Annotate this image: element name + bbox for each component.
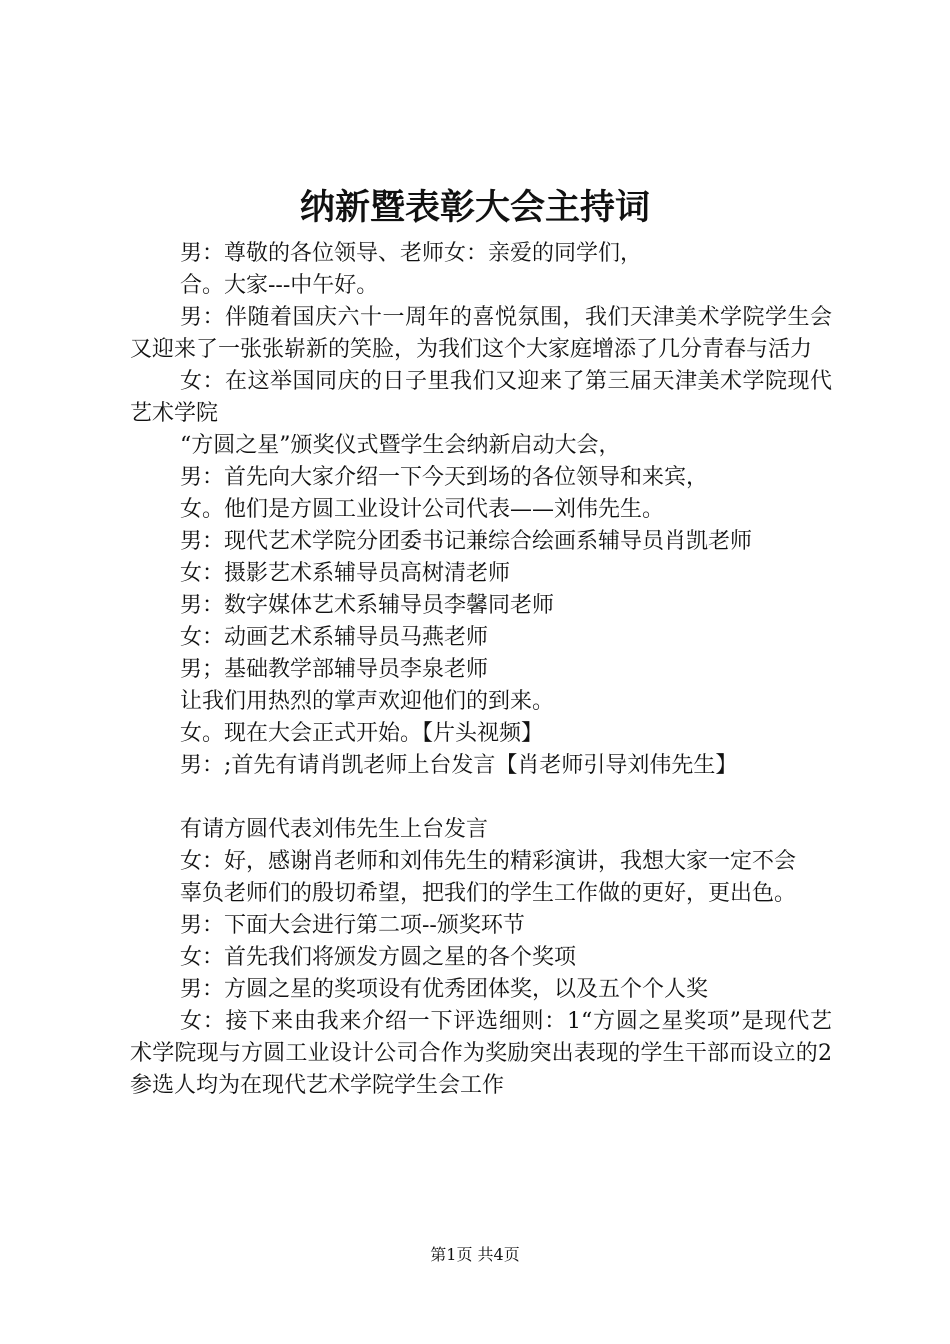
paragraph: 辜负老师们的殷切希望，把我们的学生工作做的更好，更出色。 — [180, 881, 797, 906]
paragraph: 女：摄影艺术系辅导员高树清老师 — [180, 561, 511, 586]
paragraph: 男：伴随着国庆六十一周年的喜悦氛围，我们天津美术学院学生会又迎来了一张张崭新的笑脸，为我们这个大家庭增添了几分青春与活力 — [130, 305, 832, 362]
paragraph: 有请方圆代表刘伟先生上台发言 — [180, 817, 489, 842]
paragraph: 男：;首先有请肖凯老师上台发言【肖老师引导刘伟先生】 — [180, 753, 738, 778]
blank-line — [130, 782, 832, 814]
paragraph: “方圆之星”颁奖仪式暨学生会纳新启动大会， — [180, 433, 621, 458]
paragraph: 男：下面大会进行第二项--颁奖环节 — [180, 913, 525, 938]
paragraph: 女：动画艺术系辅导员马燕老师 — [180, 625, 489, 650]
paragraph: 女：首先我们将颁发方圆之星的各个奖项 — [180, 945, 577, 970]
page-title: 纳新暨表彰大会主持词 — [299, 187, 650, 228]
paragraph: 男；基础教学部辅导员李泉老师 — [180, 657, 489, 682]
page-number-footer: 第1页 共4页 — [430, 1245, 520, 1264]
paragraph: 男：现代艺术学院分团委书记兼综合绘画系辅导员肖凯老师 — [180, 529, 753, 554]
paragraph: 合。大家---中午好。 — [180, 273, 379, 298]
paragraph: 男：方圆之星的奖项设有优秀团体奖，以及五个个人奖 — [180, 977, 709, 1002]
paragraph: 男：数字媒体艺术系辅导员李馨同老师 — [180, 593, 555, 618]
paragraph: 女。现在大会正式开始。【片头视频】 — [180, 721, 544, 746]
paragraph: 男：尊敬的各位领导、老师女：亲爱的同学们， — [180, 241, 643, 266]
document-body — [130, 238, 832, 1102]
paragraph: 男：首先向大家介绍一下今天到场的各位领导和来宾， — [180, 465, 709, 490]
paragraph: 女。他们是方圆工业设计公司代表——刘伟先生。 — [180, 497, 665, 522]
paragraph: 女：在这举国同庆的日子里我们又迎来了第三届天津美术学院现代艺术学院 — [130, 369, 832, 426]
paragraph: 让我们用热烈的掌声欢迎他们的到来。 — [180, 689, 555, 714]
paragraph: 女：接下来由我来介绍一下评选细则：1“方圆之星奖项”是现代艺术学院现与方圆工业设计公司合作为奖励突出表现的学生干部而设立的2参选人均为在现代艺术学院学生会工作 — [130, 1009, 832, 1098]
paragraph: 女：好，感谢肖老师和刘伟先生的精彩演讲，我想大家一定不会 — [180, 849, 797, 874]
